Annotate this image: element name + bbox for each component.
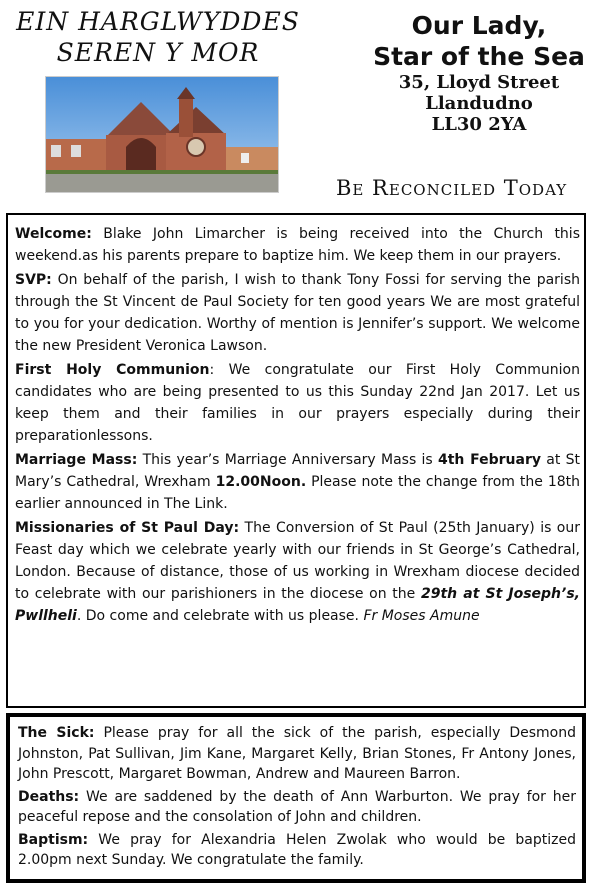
parish-notices-box — [6, 213, 586, 708]
welsh-title-line2: SEREN Y MOR — [56, 38, 260, 67]
address-line1: 35, Lloyd Street — [398, 72, 560, 93]
church-name — [370, 10, 588, 135]
church-name-line1: Our Lady, — [411, 11, 547, 40]
sick-text: Please pray for all the sick of the parish, especially Desmond Johnston, Pat Sullivan, Jim Kane, Margaret Kelly, Brian Stones, Fr Antony Jones, John Prescott, Margaret Bowman, Andrew and Maureen Barron. — [18, 725, 576, 782]
church-photo — [45, 76, 279, 193]
missionaries-text: The Conversion of St Paul (25th January) is our Feast day which we celebrate yearly with our friends in St George’s Cathedral, London. Because of distance, those of us working in Wrexham diocese decided to celebrate with our parishioners in the diocese on the — [15, 520, 580, 602]
deaths-label: Deaths: — [18, 788, 80, 805]
deaths-notice — [18, 787, 576, 828]
address-line3: LL30 2YA — [431, 114, 527, 135]
slogan: Be Reconciled Today — [336, 176, 568, 200]
svp-text: On behalf of the parish, I wish to thank Tony Fossi for serving the parish through the St Vincent de Paul Society for ten good years We are most grateful to you for your dedication. Worthy of mention is Jennifer’s support. We welcome the new President Veronica Lawson. — [15, 272, 580, 354]
communion-notice — [15, 359, 580, 447]
marriage-date: 4th February — [438, 452, 541, 468]
marriage-text3: Please note the change from the 18th earlier announced in The Link. — [15, 474, 581, 512]
baptism-text: We pray for Alexandria Helen Zwolak who would be baptized 2.00pm next Sunday. We congratulate the family. — [18, 831, 576, 868]
church-name-line2: Star of the Sea — [373, 42, 585, 71]
svp-notice — [15, 269, 580, 357]
communion-label: First Holy Communion — [15, 362, 210, 378]
marriage-label: Marriage Mass: — [15, 452, 138, 468]
marriage-text1: This year’s Marriage Anniversary Mass is — [137, 452, 438, 468]
baptism-label: Baptism: — [18, 831, 89, 848]
missionaries-place: 29th at St Joseph’s, Pwllheli — [15, 586, 580, 624]
welcome-text: Blake John Limarcher is being received into the Church this weekend.as his parents prepare to baptize him. We keep them in our prayers. — [15, 226, 580, 264]
sick-notice — [18, 723, 576, 785]
baptism-notice — [18, 830, 576, 871]
missionaries-signature: Fr Moses Amune — [363, 608, 480, 624]
marriage-time: 12.00Noon. — [215, 474, 307, 490]
svp-label: SVP: — [15, 272, 52, 288]
welsh-title — [8, 6, 308, 68]
missionaries-notice — [15, 517, 580, 627]
welcome-label: Welcome: — [15, 226, 92, 242]
deaths-text: We are saddened by the death of Ann Warburton. We pray for her peaceful repose and the consolation of John and children. — [18, 788, 576, 825]
welsh-title-line1: EIN HARGLWYDDES — [16, 7, 300, 36]
welcome-notice — [15, 223, 580, 267]
sick-label: The Sick: — [18, 725, 95, 741]
missionaries-text2: . Do come and celebrate with us please. — [76, 608, 364, 624]
address-line2: Llandudno — [425, 93, 533, 114]
communion-text: : We congratulate our First Holy Communion candidates who are being presented to us this Sunday 22nd Jan 2017. Let us keep them and their families in our prayers especially during their preparationlessons. — [15, 362, 580, 444]
pastoral-box — [6, 713, 586, 883]
marriage-text2: at St Mary’s Cathedral, Wrexham — [15, 452, 580, 490]
missionaries-label: Missionaries of St Paul Day: — [15, 520, 240, 536]
marriage-notice — [15, 449, 580, 515]
